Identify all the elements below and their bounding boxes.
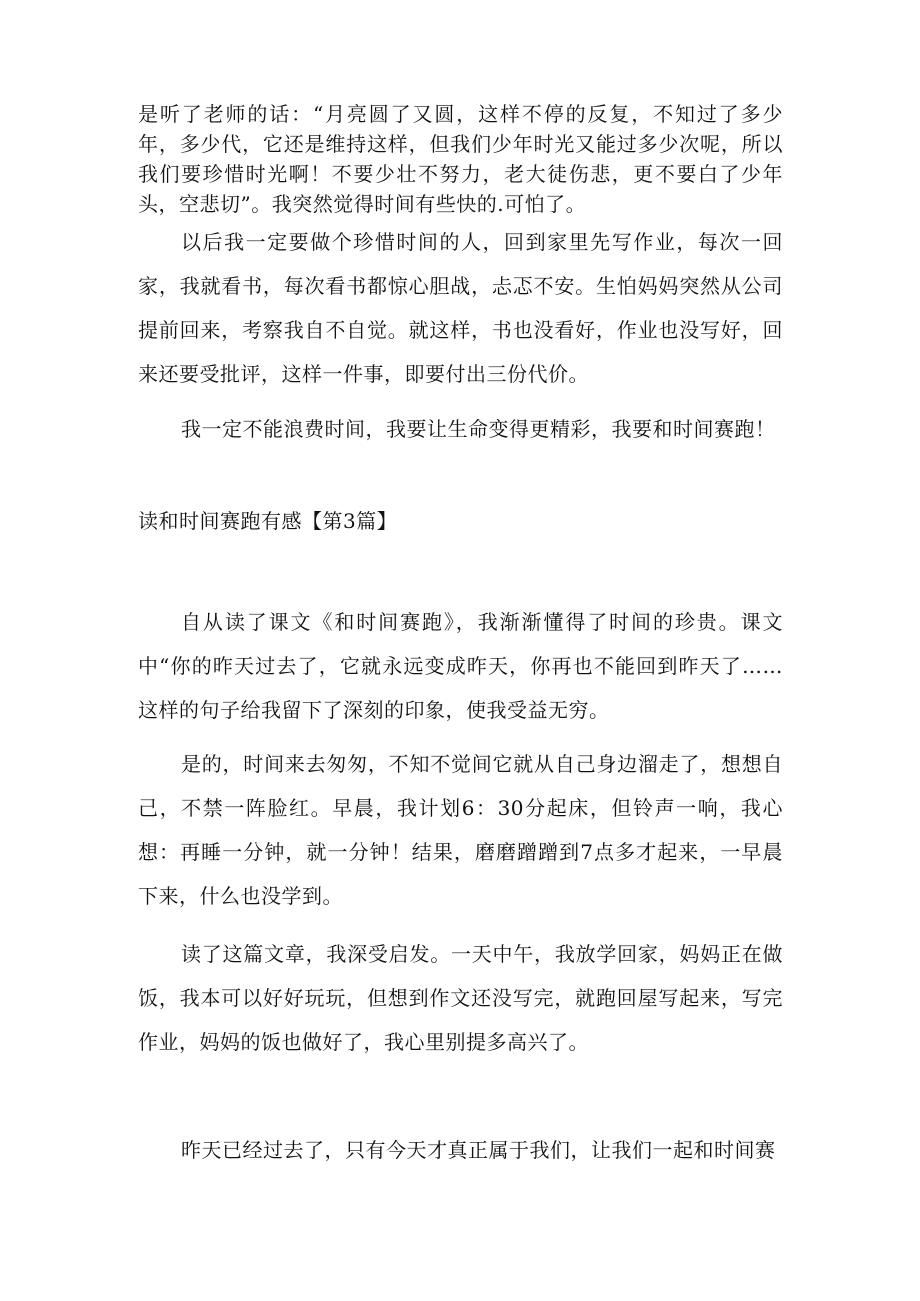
paragraph-5: 是的，时间来去匆匆，不知不觉间它就从自己身边溜走了，想想自己，不禁一阵脸红。早晨，我计划6：30分起床，但铃声一响，我心想：再睡一分钟，就一分钟！结果，磨磨蹭蹭到7点多才起来，一早晨下来，什么也没学到。	[138, 752, 783, 908]
section-heading: 读和时间赛跑有感【第3篇】	[138, 509, 398, 533]
paragraph-6: 读了这篇文章，我深受启发。一天中午，我放学回家，妈妈正在做饭，我本可以好好玩玩，但想到作文还没写完，就跑回屋写起来，写完作业，妈妈的饭也做好了，我心里别提多高兴了。	[138, 942, 783, 1054]
paragraph-2: 以后我一定要做个珍惜时间的人，回到家里先写作业，每次一回家，我就看书，每次看书都惊心胆战，忐忑不安。生怕妈妈突然从公司提前回来，考察我自不自觉。就这样，书也没看好，作业也没写好，回来还要受批评，这样一件事，即要付出三份代价。	[138, 230, 783, 386]
paragraph-7: 昨天已经过去了，只有今天才真正属于我们，让我们一起和时间赛	[181, 1138, 776, 1162]
paragraph-4: 自从读了课文《和时间赛跑》，我渐渐懂得了时间的珍贵。课文中“你的昨天过去了，它就永远变成昨天，你再也不能回到昨天了……这样的句子给我留下了深刻的印象，使我受益无穷。	[138, 610, 783, 722]
paragraph-1: 是听了老师的话：“月亮圆了又圆，这样不停的反复，不知过了多少年，多少代，它还是维持这样，但我们少年时光又能过多少次呢，所以我们要珍惜时光啊！不要少壮不努力，老大徒伤悲，更不要白了少年头，空悲切”。我突然觉得时间有些快的.可怕了。	[138, 102, 783, 216]
paragraph-3: 我一定不能浪费时间，我要让生命变得更精彩，我要和时间赛跑！	[181, 417, 776, 441]
